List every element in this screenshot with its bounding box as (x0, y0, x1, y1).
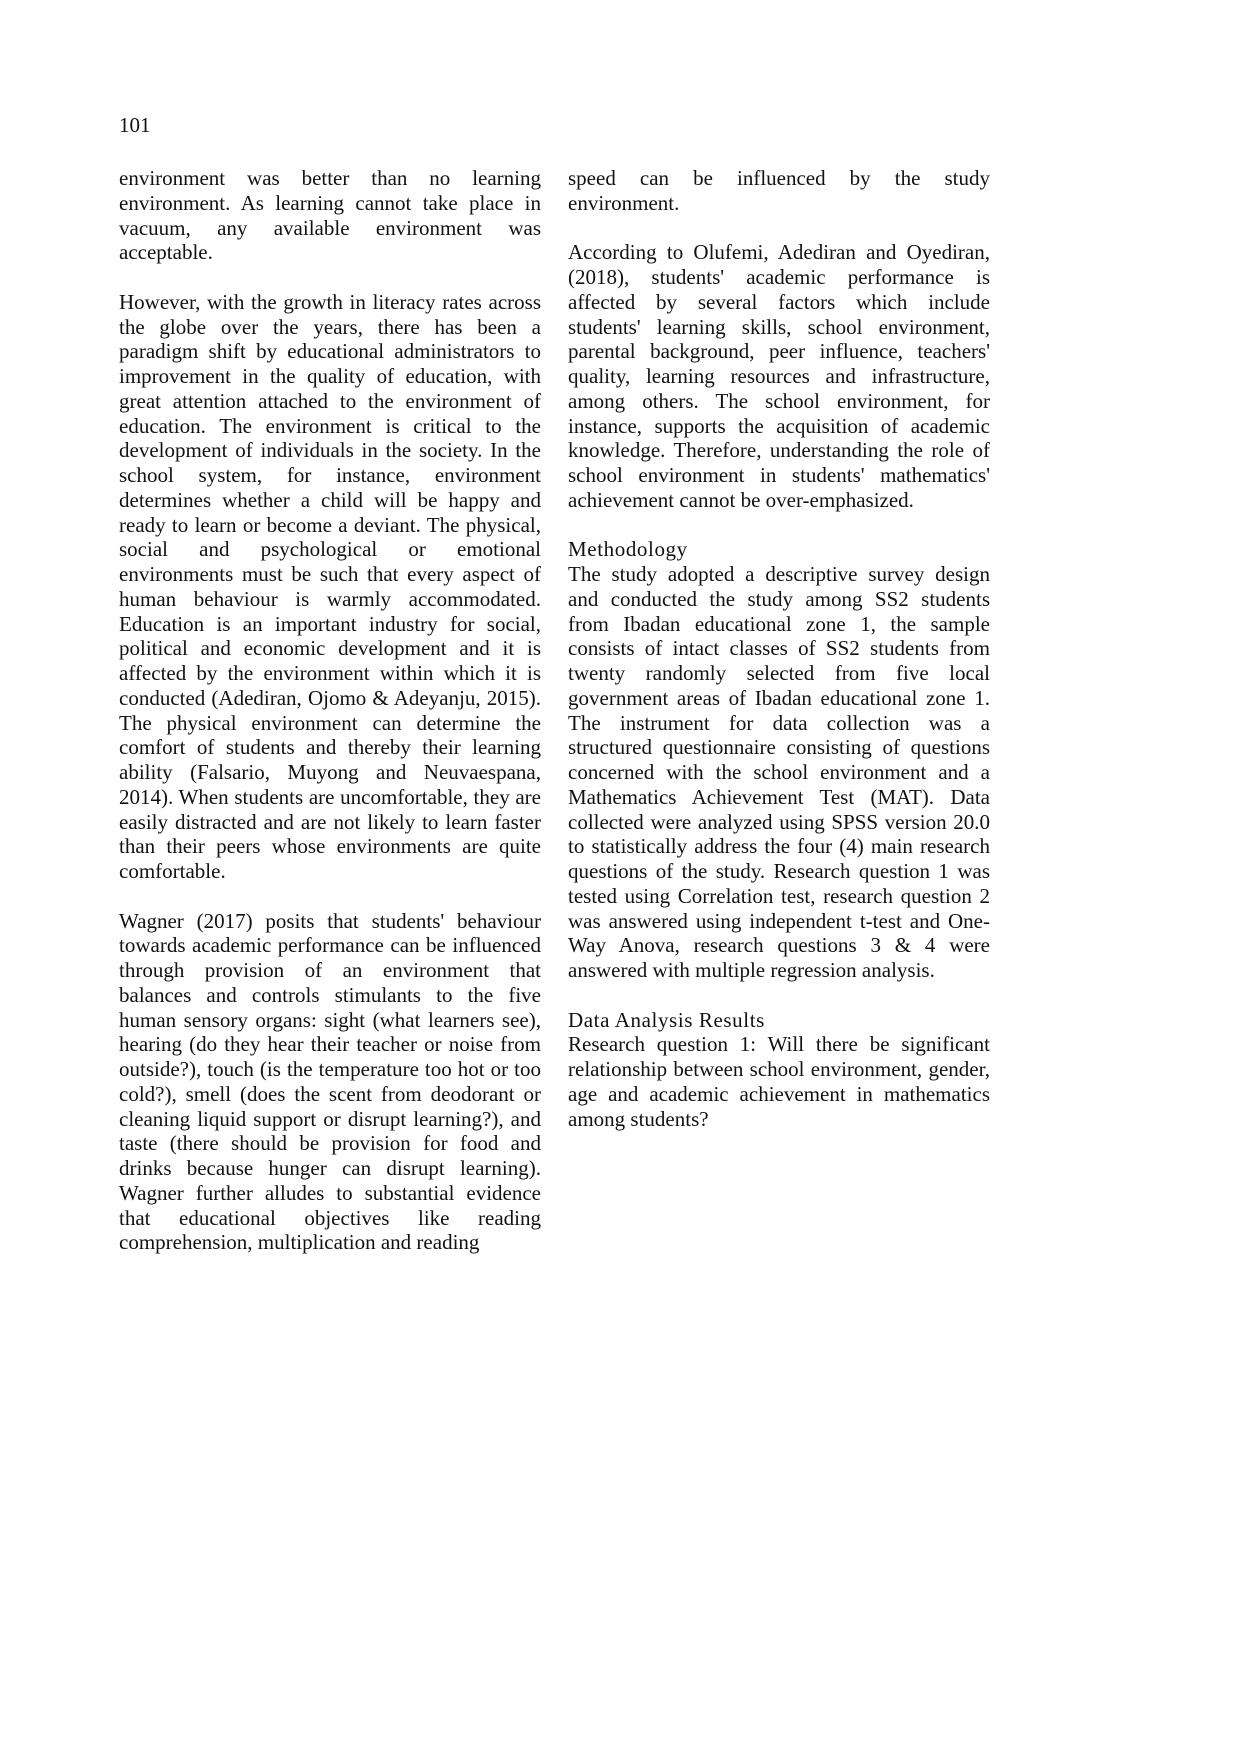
right-column (568, 166, 990, 1131)
paragraph: speed can be influenced by the study environment. (568, 166, 990, 215)
paragraph: Wagner (2017) posits that students' behaviour towards academic performance can be influenced through provision of an environment that balances and controls stimulants to the five human sensory organs: sight (what learners see), hearing (do they hear their teacher or noise from outside?), touch (is the temperature too hot or too cold?), smell (does the scent from deodorant or cleaning liquid support or disrupt learning?), and taste (there should be provision for food and drinks because hunger can disrupt learning). Wagner further alludes to substantial evidence that educational objectives like reading comprehension, multiplication and reading (119, 908, 541, 1255)
methodology-paragraph: The study adopted a descriptive survey design and conducted the study among SS2 students from Ibadan educational zone 1, the sample consists of intact classes of SS2 students from twenty randomly selected from five local government areas of Ibadan educational zone 1. The instrument for data collection was a structured questionnaire consisting of questions concerned with the school environment and a Mathematics Achievement Test (MAT). Data collected were analyzed using SPSS version 20.0 to statistically address the four (4) main research questions of the study. Research question 1 was tested using Correlation test, research question 2 was answered using independent t-test and One-Way Anova, research questions 3 & 4 were answered with multiple regression analysis. (568, 562, 990, 982)
section-heading-methodology: Methodology (568, 537, 688, 562)
section-heading-data-analysis: Data Analysis Results (568, 1007, 765, 1032)
page-number: 101 (119, 113, 151, 137)
left-column (119, 166, 541, 1255)
paragraph: According to Olufemi, Adediran and Oyediran, (2018), students' academic performance is affected by several factors which include students' learning skills, school environment, parental background, peer influence, teachers' quality, learning resources and infrastructure, among others. The school environment, for instance, supports the acquisition of academic knowledge. Therefore, understanding the role of school environment in students' mathematics' achievement cannot be over-emphasized. (568, 240, 990, 512)
paragraph: environment was better than no learning environment. As learning cannot take place in vacuum, any available environment was acceptable. (119, 166, 541, 265)
research-question-paragraph: Research question 1: Will there be significant relationship between school environment, gender, age and academic achievement in mathematics among students? (568, 1032, 990, 1131)
paragraph: However, with the growth in literacy rates across the globe over the years, there has been a paradigm shift by educational administrators to improvement in the quality of education, with great attention attached to the environment of education. The environment is critical to the development of individuals in the society. In the school system, for instance, environment determines whether a child will be happy and ready to learn or become a deviant. The physical, social and psychological or emotional environments must be such that every aspect of human behaviour is warmly accommodated. Education is an important industry for social, political and economic development and it is affected by the environment within which it is conducted (Adediran, Ojomo & Adeyanju, 2015). The physical environment can determine the comfort of students and thereby their learning ability (Falsario, Muyong and Neuvaespana, 2014). When students are uncomfortable, they are easily distracted and are not likely to learn faster than their peers whose environments are quite comfortable. (119, 289, 541, 883)
